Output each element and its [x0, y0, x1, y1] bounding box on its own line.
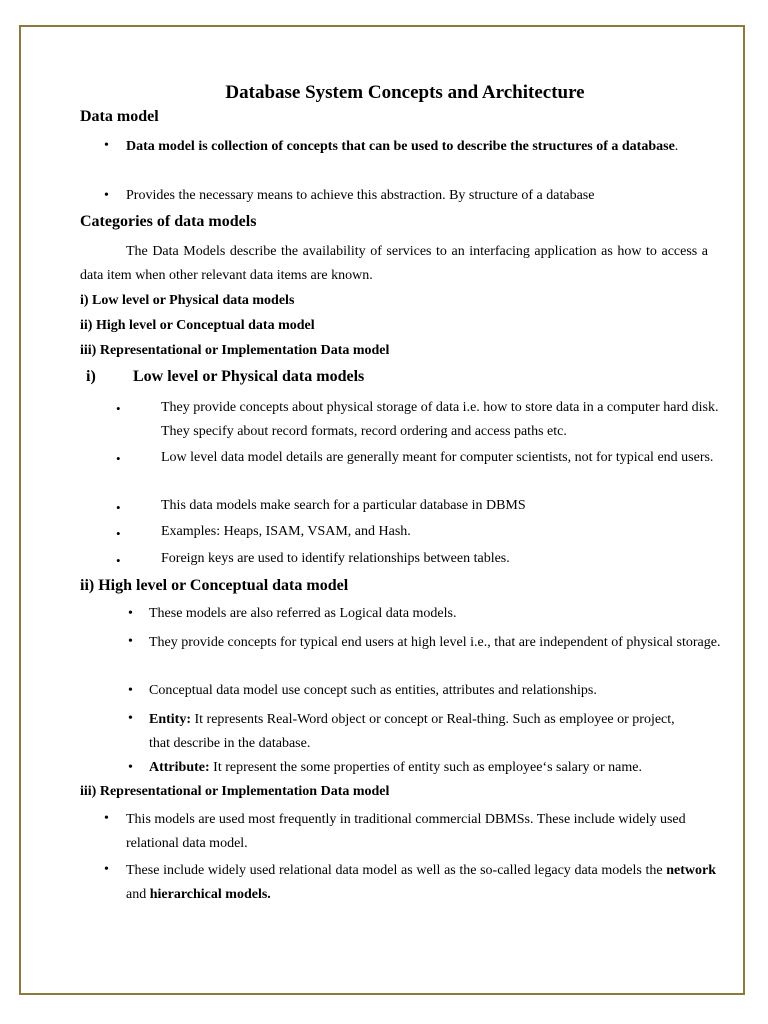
representational-bullet-1: This models are used most frequently in traditional commercial DBMSs. These include widely used relational data model.: [126, 812, 686, 851]
low-level-bullet-4: Examples: Heaps, ISAM, VSAM, and Hash.: [161, 524, 411, 539]
representational-bullet-2-text: These include widely used relational data model as well as the so-called legacy data models the: [126, 863, 667, 878]
and-text: and: [126, 886, 150, 902]
network-bold: network: [666, 863, 716, 878]
high-level-bullet-entity: [149, 708, 697, 755]
section-heading-data-model: Data model: [80, 108, 159, 125]
high-level-bullet-attribute: [149, 757, 642, 779]
bullet-icon: •: [128, 606, 133, 621]
low-level-bullet-5: Foreign keys are used to identify relationships between tables.: [161, 551, 510, 566]
bullet-icon: •: [128, 634, 133, 649]
attribute-text: It represent the some properties of entity such as employee‘s salary or name.: [209, 760, 642, 775]
entity-label: Entity:: [149, 712, 191, 727]
bullet-icon: •: [116, 401, 121, 416]
bullet-icon: •: [104, 811, 109, 826]
low-level-bullet-1: They provide concepts about physical storage of data i.e. how to store data in a computer hard disk. They specify about record formats, record ordering and access paths etc.: [161, 400, 719, 439]
bullet-icon: •: [104, 138, 109, 153]
representational-bullet-2: [126, 859, 716, 906]
section-heading-categories: Categories of data models: [80, 213, 257, 230]
bullet-icon: •: [128, 683, 133, 698]
bullet-icon: •: [128, 760, 133, 775]
high-level-bullet-3: Conceptual data model use concept such as entities, attributes and relationships.: [149, 683, 597, 698]
entity-text: It represents Real-Word object or concept or Real-thing. Such as employee or project, that describe in the database.: [149, 712, 675, 751]
bullet-icon: •: [104, 188, 109, 203]
hierarchical-bold: hierarchical models.: [149, 886, 271, 902]
categories-intro: The Data Models describe the availability of services to an interfacing application as how to access a data item when other relevant data items are known.: [80, 244, 708, 283]
bullet-icon: •: [104, 862, 109, 877]
bullet-icon: •: [116, 451, 121, 466]
high-level-bullet-1: These models are also referred as Logical data models.: [149, 606, 457, 621]
data-model-bullet-2: Provides the necessary means to achieve this abstraction. By structure of a database: [126, 188, 595, 203]
low-level-bullet-3: This data models make search for a particular database in DBMS: [161, 498, 526, 513]
bullet-icon: •: [128, 711, 133, 726]
data-model-bullet-1-end: .: [674, 139, 679, 154]
category-item-1: i) Low level or Physical data models: [80, 293, 295, 308]
bullet-icon: •: [116, 553, 121, 568]
data-model-bullet-1: [126, 135, 706, 159]
high-level-bullet-2: They provide concepts for typical end users at high level i.e., that are independent of physical storage.: [149, 635, 721, 650]
category-item-3: iii) Representational or Implementation Data model: [80, 343, 390, 358]
section-heading-representational: iii) Representational or Implementation Data model: [80, 784, 390, 799]
low-level-bullet-2: Low level data model details are generally meant for computer scientists, not for typical end users.: [161, 450, 714, 465]
bullet-icon: •: [116, 526, 121, 541]
low-level-number: i): [86, 368, 96, 385]
section-heading-high-level: ii) High level or Conceptual data model: [80, 577, 349, 594]
bullet-icon: •: [116, 500, 121, 515]
page-title: Database System Concepts and Architecture: [225, 82, 585, 103]
category-item-2: ii) High level or Conceptual data model: [80, 318, 315, 333]
attribute-label: Attribute:: [149, 760, 210, 775]
section-heading-low-level: Low level or Physical data models: [133, 368, 365, 385]
data-model-bullet-1-bold: Data model is collection of concepts that can be used to describe the structures of a database: [126, 139, 675, 154]
